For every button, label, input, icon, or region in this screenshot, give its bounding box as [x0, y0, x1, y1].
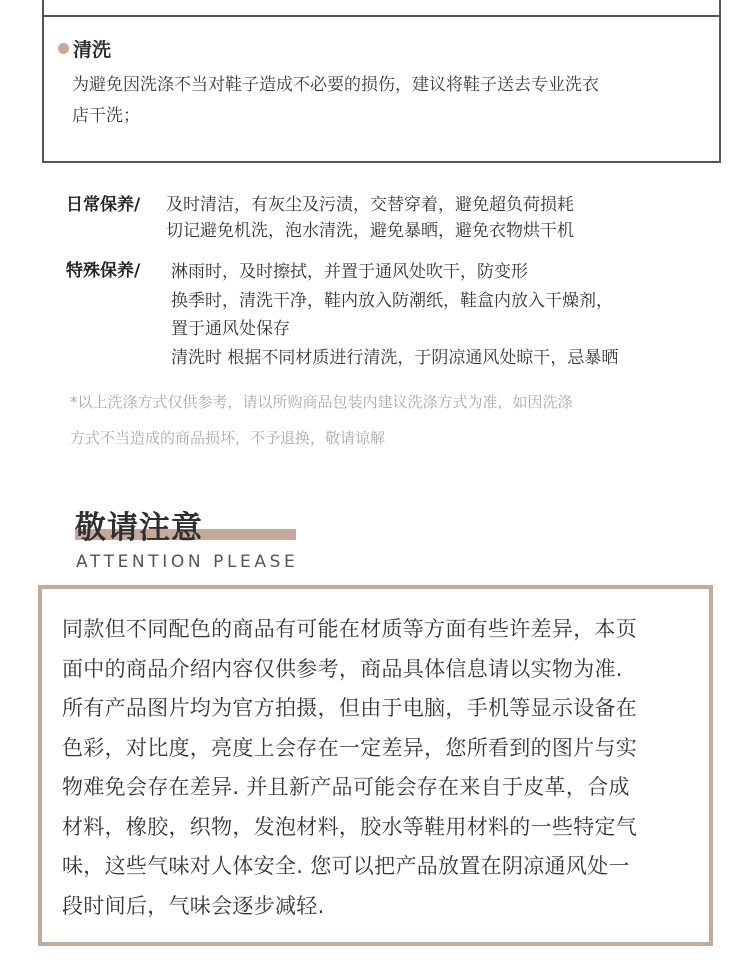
disclaimer-note: [70, 384, 690, 456]
text-line: 味，这些气味对人体安全. 您可以把产品放置在阴凉通风处一: [62, 854, 630, 878]
text-line: 方式不当造成的商品损坏，不予退换，敬请谅解: [70, 429, 386, 447]
divider: [44, 15, 719, 17]
attention-title: 敬请注意: [75, 510, 203, 546]
attention-heading: [75, 502, 203, 547]
text-line: 物难免会存在差异. 并且新产品可能会存在来自于皮革，合成: [62, 775, 630, 799]
text-line: 置于通风处保存: [171, 319, 290, 339]
special-care-text: [171, 258, 618, 372]
attention-subtitle: ATTENTION PLEASE: [76, 552, 299, 572]
washing-description: [72, 70, 702, 132]
daily-care-text: [166, 192, 574, 244]
text-line: 段时间后，气味会逐步减轻.: [62, 893, 325, 918]
bullet-dot-icon: [58, 43, 69, 54]
text-line: 换季时，清洗干净，鞋内放入防潮纸，鞋盒内放入干燥剂，: [171, 290, 613, 311]
washing-title: 清洗: [73, 39, 112, 61]
text-line: 同款但不同配色的商品有可能在材质等方面有些许差异，本页: [62, 617, 638, 641]
text-line: 材料，橡胶，织物，发泡材料，胶水等鞋用材料的一些特定气: [62, 814, 638, 839]
daily-care: [66, 192, 574, 244]
text-line: 切记避免机洗，泡水清洗，避免暴晒，避免衣物烘干机: [166, 221, 574, 241]
text-line: 色彩，对比度，亮度上会存在一定差异，您所看到的图片与实: [62, 735, 638, 760]
text-line: 面中的商品介绍内容仅供参考，商品具体信息请以实物为准.: [62, 656, 623, 681]
text-line: 及时清洁，有灰尘及污渍，交替穿着，避免超负荷损耗: [166, 195, 574, 215]
daily-care-label: 日常保养/: [66, 195, 141, 215]
attention-box: [38, 585, 713, 946]
washing-heading: [58, 35, 111, 62]
text-line: 淋雨时，及时擦拭，并置于通风处吹干，防变形: [171, 262, 528, 282]
text-line: 所有产品图片均为官方拍摄，但由于电脑，手机等显示设备在: [62, 696, 638, 720]
special-care-label: 特殊保养/: [66, 261, 141, 281]
washing-section: [42, 0, 721, 163]
text-line: 店干洗；: [72, 106, 140, 126]
special-care: [66, 258, 618, 372]
text-line: 清洗时 根据不同材质进行清洗，于阴凉通风处晾干，忌暴晒: [171, 347, 619, 368]
text-line: *以上洗涤方式仅供参考，请以所购商品包装内建议洗涤方式为准，如因洗涤: [70, 393, 573, 411]
text-line: 为避免因洗涤不当对鞋子造成不必要的损伤，建议将鞋子送去专业洗衣: [72, 75, 599, 95]
attention-text: [62, 610, 702, 926]
